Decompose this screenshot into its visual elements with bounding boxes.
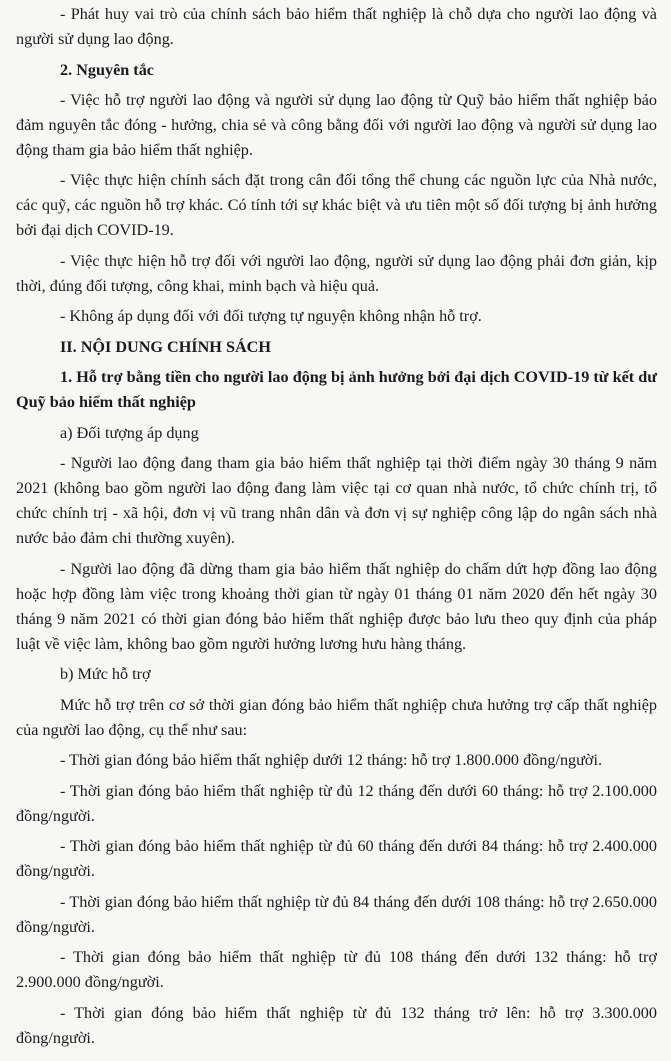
subheading-support-level: b) Mức hỗ trợ xyxy=(60,665,151,683)
paragraph-role-of-insurance: - Phát huy vai trò của chính sách bảo hiểm thất nghiệp là chỗ dựa cho người lao động và người sử dụng lao động. xyxy=(16,5,657,48)
paragraph-subject-active-workers: - Người lao động đang tham gia bảo hiểm thất nghiệp tại thời điểm ngày 30 tháng 9 năm 2021 (không bao gồm người lao động đang làm việc tại cơ quan nhà nước, tổ chức chính trị, tổ chức chính trị - xã hội, đơn vị vũ trang nhân dân và đơn vị sự nghiệp công lập do ngân sách nhà nước bảo đảm chi thường xuyên). xyxy=(16,454,657,547)
paragraph-subject-stopped-workers: - Người lao động đã dừng tham gia bảo hiểm thất nghiệp do chấm dứt hợp đồng lao động hoặc hợp đồng làm việc trong khoảng thời gian từ ngày 01 tháng 01 năm 2020 đến hết ngày 30 tháng 9 năm 2021 có thời gian đóng bảo hiểm thất nghiệp được bảo lưu theo quy định của pháp luật về việc làm, không bao gồm người hưởng lương hưu hàng tháng. xyxy=(16,559,657,653)
list-item-support-108-132: - Thời gian đóng bảo hiểm thất nghiệp từ đủ 108 tháng đến dưới 132 tháng: hỗ trợ 2.900.000 đồng/người. xyxy=(16,948,657,991)
list-item-support-132-plus: - Thời gian đóng bảo hiểm thất nghiệp từ đủ 132 tháng trở lên: hỗ trợ 3.300.000 đồng/người. xyxy=(16,1003,657,1047)
paragraph-principle-contribution: - Việc hỗ trợ người lao động và người sử dụng lao động từ Quỹ bảo hiểm thất nghiệp bảo đảm nguyên tắc đóng - hưởng, chia sẻ và công bằng đối với người lao động và người sử dụng lao động tham gia bảo hiểm thất nghiệp. xyxy=(16,90,657,159)
paragraph-principle-implementation: - Việc thực hiện hỗ trợ đối với người lao động, người sử dụng lao động phải đơn giản, kịp thời, đúng đối tượng, công khai, minh bạch và hiệu quả. xyxy=(16,251,657,295)
heading-principles: 2. Nguyên tắc xyxy=(60,60,154,79)
paragraph-support-basis: Mức hỗ trợ trên cơ sở thời gian đóng bảo hiểm thất nghiệp chưa hưởng trợ cấp thất nghiệp của người lao động, cụ thể như sau: xyxy=(16,695,657,739)
list-item-support-12-60: - Thời gian đóng bảo hiểm thất nghiệp từ đủ 12 tháng đến dưới 60 tháng: hỗ trợ 2.100.000 đồng/người. xyxy=(16,781,657,825)
subheading-applicable-subjects: a) Đối tượng áp dụng xyxy=(60,423,199,442)
heading-policy-content: II. NỘI DUNG CHÍNH SÁCH xyxy=(60,337,271,356)
list-item-support-84-108: - Thời gian đóng bảo hiểm thất nghiệp từ đủ 84 tháng đến dưới 108 tháng: hỗ trợ 2.650.000 đồng/người. xyxy=(16,892,657,936)
list-item-support-under-12: - Thời gian đóng bảo hiểm thất nghiệp dưới 12 tháng: hỗ trợ 1.800.000 đồng/người. xyxy=(60,751,603,769)
paragraph-principle-resources: - Việc thực hiện chính sách đặt trong cân đối tổng thể chung các nguồn lực của Nhà nước, các quỹ, các nguồn hỗ trợ khác. Có tính tới sự khác biệt và ưu tiên một số đối tượng bị ảnh hưởng bởi đại dịch COVID-19. xyxy=(16,171,657,239)
list-item-support-60-84: - Thời gian đóng bảo hiểm thất nghiệp từ đủ 60 tháng đến dưới 84 tháng: hỗ trợ 2.400.000 đồng/người. xyxy=(16,837,657,880)
heading-cash-support: 1. Hỗ trợ bằng tiền cho người lao động bị ảnh hưởng bởi đại dịch COVID-19 từ kết dư Quỹ bảo hiểm thất nghiệp xyxy=(16,368,657,411)
paragraph-principle-voluntary: - Không áp dụng đối với đối tượng tự nguyện không nhận hỗ trợ. xyxy=(60,307,482,325)
